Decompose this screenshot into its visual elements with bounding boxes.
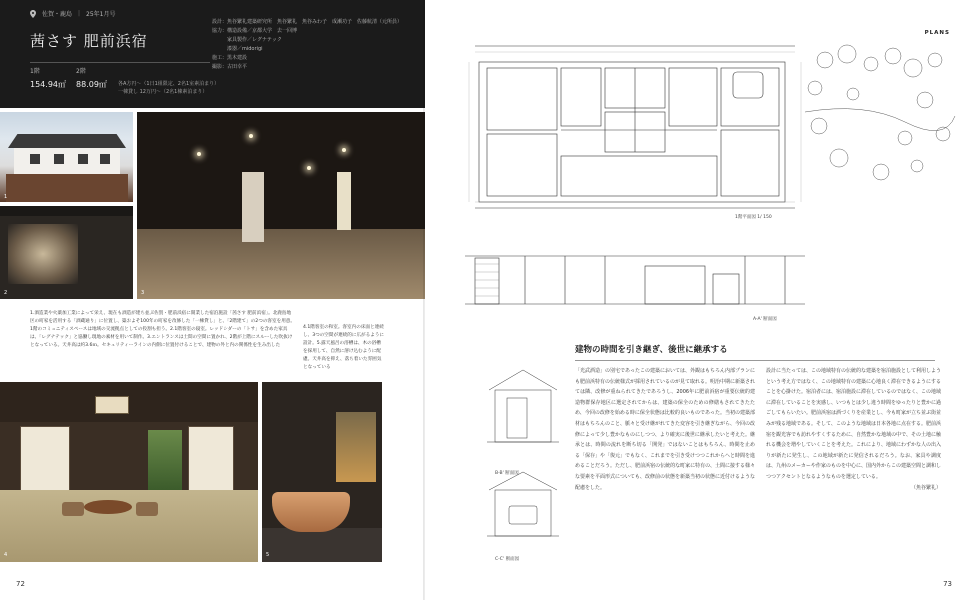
right-page	[425, 0, 970, 600]
article-column-2	[766, 366, 941, 493]
photo-bath	[262, 382, 382, 562]
photo-exterior	[0, 112, 133, 202]
detail-drawings	[483, 360, 563, 560]
article-column-2-text: 設計に当たっては、この地域特有の伝統的な建築を宿泊施設として利用しようという考え方ではなく、この地域特有の建築に心地良く滞在できるようにすることを心掛けた。宿泊者には、宿泊施設に滞在しているのではなく、この地域に滞在していることを実感し、いつもとは少し違う時間をゆったりと豊かに過ごしてもらいたい。肥前浜宿は酒づくりを産業とし、今も町家が立ち並ぶ街並みが残る地域である。そして、このような地域は日本各地に点在する。肥前浜宿を観光客でも訪れやすくするために、自然豊かな地域の中で、その土地に触れる機会を増やしていくことを考えた。これにより、地域にわずかな人の出入りが新たに発生し、この地域が新たに発信されるだろう。なお、家具や調度は、九州のメーカーや作家のものを中心に、国内外からこの建築空間と調和しつつアクセントとなるようなものを選定している。	[766, 368, 942, 480]
page-number-left: 72	[16, 580, 25, 588]
floor1-label: 1階	[30, 68, 40, 75]
article-column-1: 「光武酒造」の別宅であったこの建築においては、外観はもちろん内部プランにも肥前浜特有の伝統様式が採用されているのが見て取れる。明治中期に新築されては隣、改修が重ねられてきたであろうし、2006年に肥前浜宿が重要伝統的建造物群保存地区に選定されてからは、建築の保全のための修繕もされてきたため、今回の改修を始める時に保全状態は比較的良いものであった。当初の建築部材はもちろんのこと、脈々と受け継がれてきた変容を引き継ぎながら、今回の改修によって少し豊かなものにしつつ、より確実に後世に継承したいと考えた。継承とは、時間の流れを断ち切る「開発」ではないことはもちろん、時間を止める「保存」や「復元」でもなく、これまでを引き受けつつこれからへと時間を進めることだろう。ただし、肥前浜宿の伝統的な町家に特有の、土間に接する様々な要素を平面形式についても、改修前の状態を新築当初の状態に近付けるような配慮をした。	[575, 368, 756, 491]
caption-main: 1.酒造業や火薬加工業によって栄え、現在も酒造が建ち並ぶ佐賀・肥前浜宿に開業した宿泊施設「茜さす 肥前浜宿」。北鹿島地区の町家を活用する「酒蔵通り」に位置し、築およそ100年の町家を改修した「一棟貸し」と、「2階建て」の2つの客室を用意。1階のコミュニティスペースは地域の交流拠点としての役割も担う。2.1階客室の寝室。レッドシダーの「トサ」を含めた家具は、「レグナテック」と協働し現地の素材を用いて制作。3.エントランスは土間の空間に置かれ、2階が上階にスルーした吹抜けとなっている。天井高は約3.6ｍ。セキュリティーラインの内側に位置付けることで、建物の外と内の関係性を生み出した	[30, 311, 295, 348]
page-number-right: 73	[943, 580, 952, 588]
credit-line: 撮影：古田幸平	[212, 64, 248, 70]
caption-side: 4.1階客室の和室。客室内の床面と連続し、3つの空間が連続的に広がるように設計。5.露天風呂の浴槽は、木の浴槽を採用して、自然に溶け込むように配慮。天井高を抑え、落ち着いた雰囲気となっている	[303, 325, 385, 370]
area-divider	[30, 62, 210, 63]
photo-bedroom	[0, 206, 133, 299]
photo-washitsu	[0, 382, 258, 562]
floor2-label: 2階	[76, 68, 86, 75]
location-line: 佐賀・鹿島 | 25年1月号	[30, 9, 116, 18]
photo-entrance	[137, 112, 425, 299]
photo-number: 5	[266, 552, 270, 558]
floor-plan-drawing	[465, 42, 805, 212]
photo-number: 2	[4, 290, 8, 296]
credit-line: 施工：黒木建設	[212, 55, 248, 61]
credit-line: 家具製作／レグナテック	[212, 37, 282, 43]
location-text: 佐賀・鹿島	[42, 11, 73, 18]
photo-number: 1	[4, 194, 8, 200]
detail-label-c: C-C' 断面図	[495, 557, 520, 562]
credits	[212, 18, 417, 72]
left-page	[0, 0, 425, 600]
credit-line: 設計：魚谷繁礼建築研究所 魚谷繁礼 魚谷みわ子 成瀬功子 佐藤航清（元所員）	[212, 19, 403, 25]
header-band	[0, 0, 425, 108]
garden-trees-drawing	[795, 42, 960, 192]
floor2-value: 88.09㎡	[76, 80, 107, 89]
section-label: A-A' 断面図	[753, 317, 777, 322]
plans-label: PLANS	[924, 30, 950, 36]
article-rule	[575, 360, 935, 361]
floor2-area	[76, 66, 107, 90]
photo-number: 4	[4, 552, 8, 558]
article-author: （魚谷繁礼）	[910, 484, 941, 491]
floor1-area	[30, 66, 66, 90]
section-drawing	[465, 244, 805, 314]
article-title: 建物の時間を引き継ぎ、後世に継承する	[575, 345, 728, 355]
page-title: 茜さす 肥前浜宿	[30, 32, 148, 50]
issue-text: 25年1月号	[86, 11, 116, 18]
credit-line: 漆器／midorigi	[212, 46, 263, 52]
map-pin-icon	[30, 10, 36, 18]
photo-number: 3	[141, 290, 145, 296]
plan-scale-label: 1階平面図 1/ 150	[735, 215, 772, 220]
floor1-value: 154.94㎡	[30, 80, 66, 89]
credit-line: 協力：構造設備／京都大学 去一回博	[212, 28, 298, 34]
price-note: 各A方円〜（1日1組限定、2名1室素泊まり） 一棟貸し 12万円〜（2名1棟素泊まり）	[118, 81, 220, 95]
detail-label-b: B-B' 断面図	[495, 471, 519, 476]
